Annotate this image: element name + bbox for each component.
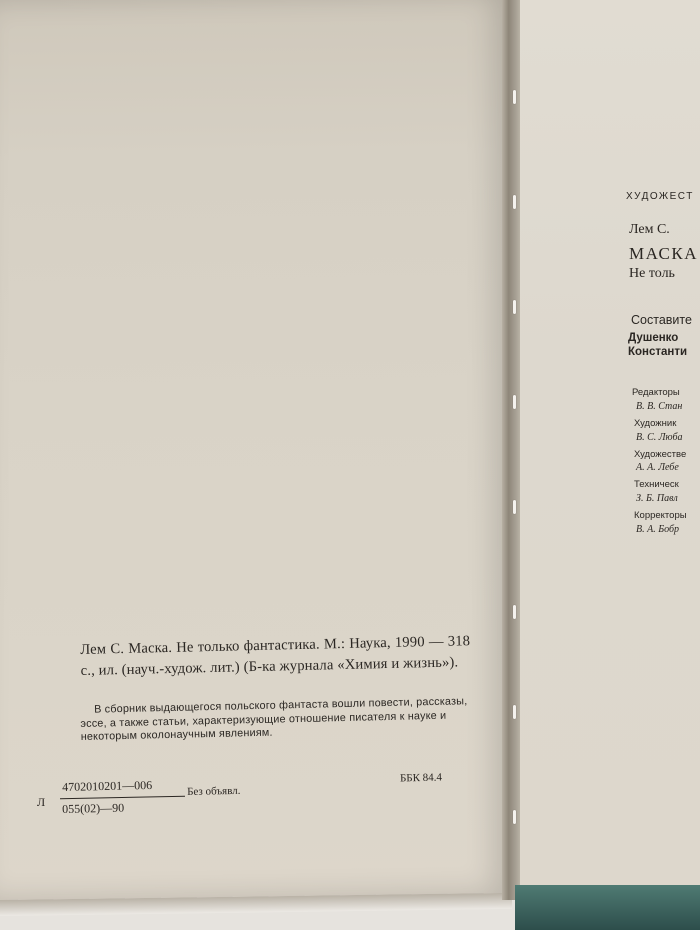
binding-stitch [513,195,516,209]
binding-stitch [513,500,516,514]
binding-stitch [513,395,516,409]
proofreaders-label: Корректоры [634,510,687,521]
annotation-text: В сборник выдающегося польского фантаста вошли повести, рассказы, эссе, а также статьи, характеризующие отношение писателя к науке и некоторым околонаучным явлениям. [80,695,468,743]
bbk-code: ББК 84.4 [399,771,443,785]
catalog-code-bottom: 055(02)—90 [62,800,125,816]
binding-stitch [513,90,516,104]
art-editor-value: А. А. Лебе [636,462,679,473]
binding-stitch [513,705,516,719]
editors-value: В. В. Стан [636,401,683,412]
editors-label: Редакторы [632,387,680,398]
bibliographic-record: Лем С. Маска. Не только фантастика. М.: Наука, 1990 — 318 с., ил. (науч.-худож. лит.) (Б-ка журнала «Химия и жизнь»). [80,633,471,679]
author-name: Лем С. [629,222,670,237]
catalog-code-top: 4702010201—006 [62,777,153,794]
series-label: ХУДОЖЕСТ [626,191,694,202]
book-subtitle: Не толь [629,266,675,281]
tech-editor-label: Техническ [634,479,679,490]
catalog-note: Без объявл. [187,784,241,798]
book-title: МАСКА [629,244,699,263]
tech-editor-value: З. Б. Павл [636,493,678,504]
compiler-name: Душенко [628,332,679,344]
catalog-letter: Л [37,795,46,809]
compiler-label: Составите [631,313,692,327]
compiler-name: Константи [628,346,688,358]
binding-stitch [513,810,516,824]
book-cover-edge [515,885,700,930]
binding-stitch [513,605,516,619]
binding-stitch [513,300,516,314]
art-editor-label: Художестве [634,449,687,460]
proofreaders-value: В. А. Бобр [636,524,680,535]
artist-value: В. С. Люба [636,432,683,443]
artist-label: Художник [634,418,677,429]
